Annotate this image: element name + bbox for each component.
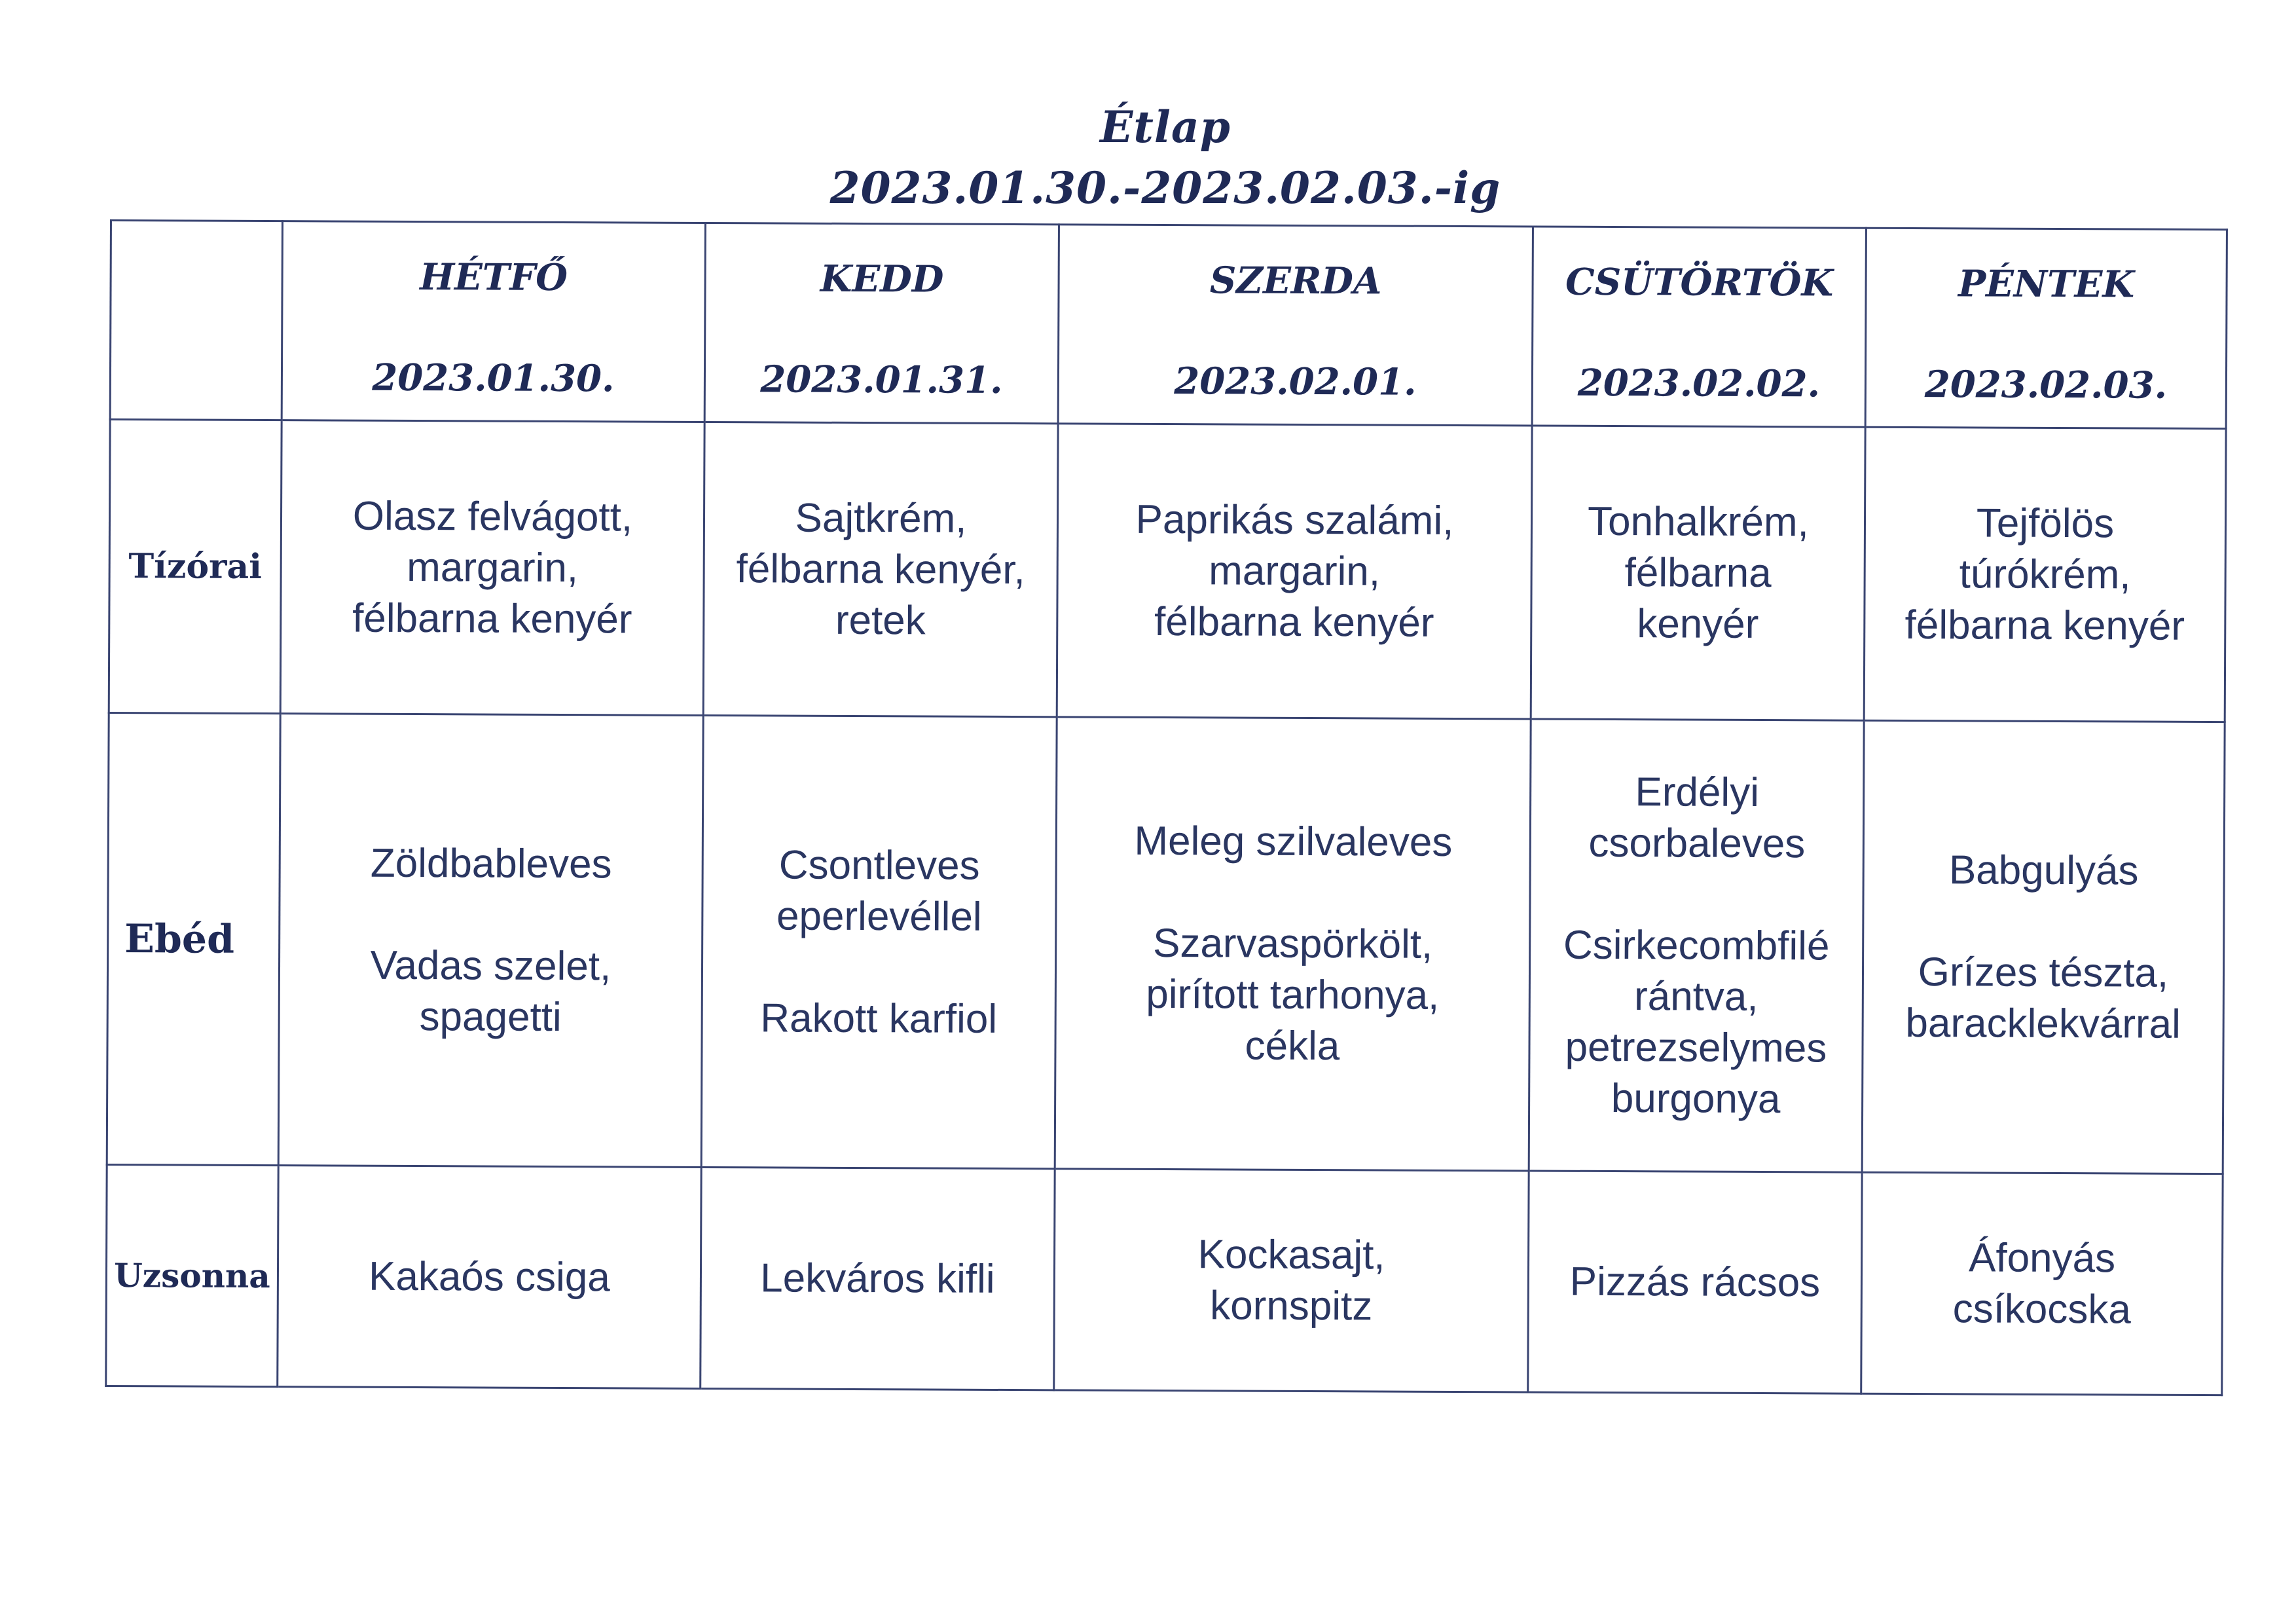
day-name: HÉTFŐ <box>420 255 568 299</box>
day-date: 2023.02.03. <box>1924 362 2168 407</box>
day-header-tuesday <box>704 223 1059 423</box>
day-date: 2023.01.30. <box>372 356 615 400</box>
day-date: 2023.01.31. <box>760 357 1003 402</box>
dish-cell: Kakaós csiga <box>278 1166 701 1389</box>
dish-cell: Csontleves eperlevéllel Rakott karfiol <box>701 715 1057 1168</box>
corner-cell <box>110 221 282 420</box>
menu-table <box>105 219 2228 1396</box>
dish-cell: Zöldbableves Vadas szelet, spagetti <box>278 714 703 1168</box>
header-row <box>110 221 2227 429</box>
dish-cell: Pizzás rácsos <box>1528 1171 1862 1393</box>
meal-label: Tízórai <box>109 420 282 714</box>
date-range: 2023.01.30.-2023.02.03.-ig <box>829 162 1501 213</box>
dish-cell: Babgulyás Grízes tészta, baracklekvárral <box>1862 720 2225 1173</box>
dish-cell: Paprikás szalámi, margarin, félbarna kenyér <box>1057 424 1532 719</box>
meal-row-tizorai <box>109 420 2226 722</box>
dish-cell: Kockasajt, kornspitz <box>1054 1169 1529 1392</box>
day-name: KEDD <box>820 257 944 301</box>
dish-cell: Tejfölös túrókrém, félbarna kenyér <box>1864 427 2226 722</box>
day-header-wednesday <box>1058 225 1533 426</box>
day-name: SZERDA <box>1209 258 1382 303</box>
day-header-monday <box>282 221 705 422</box>
day-date: 2023.02.02. <box>1577 361 1821 405</box>
page-title: Étlap <box>1100 101 1231 153</box>
day-name: CSÜTÖRTÖK <box>1565 260 1834 304</box>
dish-cell: Sajtkrém, félbarna kenyér, retek <box>703 422 1058 716</box>
meal-label: Uzsonna <box>106 1164 278 1386</box>
dish-cell: Meleg szilvaleves Szarvaspörkölt, pirított tarhonya, cékla <box>1055 717 1531 1171</box>
dish-cell: Tonhalkrém, félbarna kenyér <box>1531 426 1865 720</box>
day-date: 2023.02.01. <box>1174 359 1417 404</box>
dish-cell: Erdélyi csorbaleves Csirkecombfilé rántva, petrezselymes burgonya <box>1529 719 1864 1172</box>
dish-cell: Olasz felvágott, margarin, félbarna kenyér <box>280 420 704 716</box>
day-header-friday <box>1865 228 2227 428</box>
dish-cell: Áfonyás csíkocska <box>1861 1172 2223 1395</box>
meal-label: Ebéd <box>107 712 280 1165</box>
dish-cell: Lekváros kifli <box>701 1167 1055 1390</box>
meal-row-uzsonna <box>106 1164 2223 1395</box>
meal-row-ebed <box>107 712 2225 1173</box>
day-header-thursday <box>1532 227 1866 427</box>
day-name: PÉNTEK <box>1958 261 2135 306</box>
